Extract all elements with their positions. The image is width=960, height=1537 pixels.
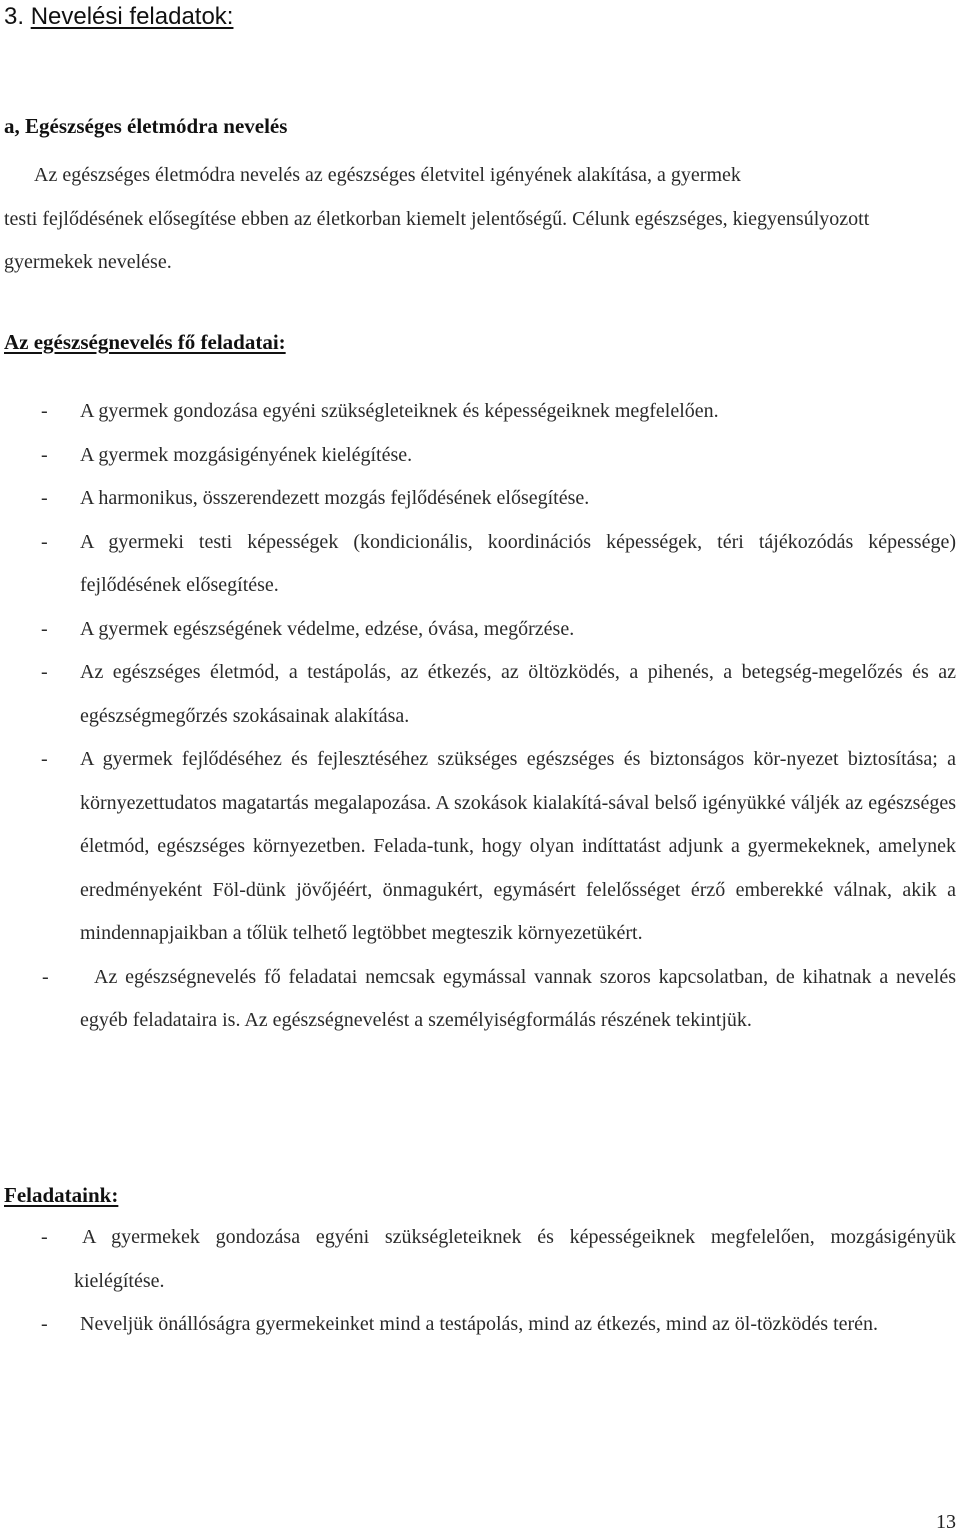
list-dash: - — [41, 1226, 48, 1248]
intro-first-line: Az egészséges életmódra nevelés az egészséges életvitel igényének alakítása, a gyermek — [34, 164, 741, 186]
list-item: - A gyermek gondozása egyéni szükségleteiknek és képességeiknek megfelelően. — [4, 390, 956, 434]
list-dash: - — [41, 748, 48, 770]
section-a-title: a, Egészséges életmódra nevelés — [4, 114, 288, 138]
list-dash: - — [41, 400, 48, 422]
list-item: - Az egészséges életmód, a testápolás, az étkezés, az öltözködés, a pihenés, a betegség-megelőzés és az egészségmegőrzés szokásainak alakítása. — [4, 651, 956, 738]
health-tasks-list — [4, 390, 956, 1043]
list-dash: - — [41, 617, 48, 640]
list-dash: - — [41, 661, 48, 683]
list-item: - Az egészségnevelés fő feladatai nemcsak egymással vannak szoros kapcsolatban, de kihatnak a nevelés egyéb feladataira is. Az egészségnevelést a személyiségformálás részének tekintjük. — [4, 956, 956, 1043]
list-item: - A gyermek egészségének védelme, edzése, óvása, megőrzése. — [4, 608, 956, 652]
list-item: - A harmonikus, összerendezett mozgás fejlődésének elősegítése. — [4, 477, 956, 521]
list-dash: - — [41, 443, 48, 466]
list-dash: - — [41, 487, 48, 509]
section-a-intro — [4, 154, 929, 285]
list-item: - Neveljük önállóságra gyermekeinket mind a testápolás, mind az étkezés, mind az öl-tözködés terén. — [4, 1303, 956, 1347]
page-number: 13 — [936, 1511, 956, 1533]
list-item: - A gyermeki testi képességek (kondicionális, koordinációs képességek, téri tájékozódás képessége) fejlődésének elősegítése. — [4, 521, 956, 608]
chapter-title: Nevelési feladatok: — [30, 3, 234, 30]
list-item: - A gyermek mozgásigényének kielégítése. — [4, 434, 956, 478]
chapter-number: 3. — [4, 3, 25, 30]
list-dash: - — [42, 965, 49, 988]
list-item: - A gyermekek gondozása egyéni szükségleteiknek és képességeiknek megfelelően, mozgásigényük kielégítése. — [4, 1216, 956, 1303]
list-dash: - — [41, 530, 48, 553]
health-tasks-title: Az egészségnevelés fő feladatai: — [4, 330, 286, 354]
list-dash: - — [41, 1313, 48, 1335]
our-tasks-title: Feladataink: — [4, 1183, 119, 1207]
our-tasks-list — [4, 1216, 956, 1347]
chapter-heading — [4, 2, 233, 32]
list-item: - A gyermek fejlődéséhez és fejlesztéséhez szükséges egészséges és biztonságos kör-nyezet biztosítása; a környezettudatos magatartás megalapozása. A szokások kialakítá-sával belső igényükké váljék az egészséges életmód, egészséges környezetben. Felada-tunk, hogy olyan indíttatást adjunk a gyermekeknek, amelynek eredményeként Föl-dünk jövőjéért, önmagukért, egymásért felelősséget érző emberekké válnak, akik a mindennapjaikban a tőlük telhető legtöbbet megteszik környezetükért. — [4, 738, 956, 956]
intro-rest: testi fejlődésének elősegítése ebben az életkorban kiemelt jelentőségű. Célunk egészséges, kiegyensúlyozott gyermekek nevelése. — [4, 207, 870, 273]
